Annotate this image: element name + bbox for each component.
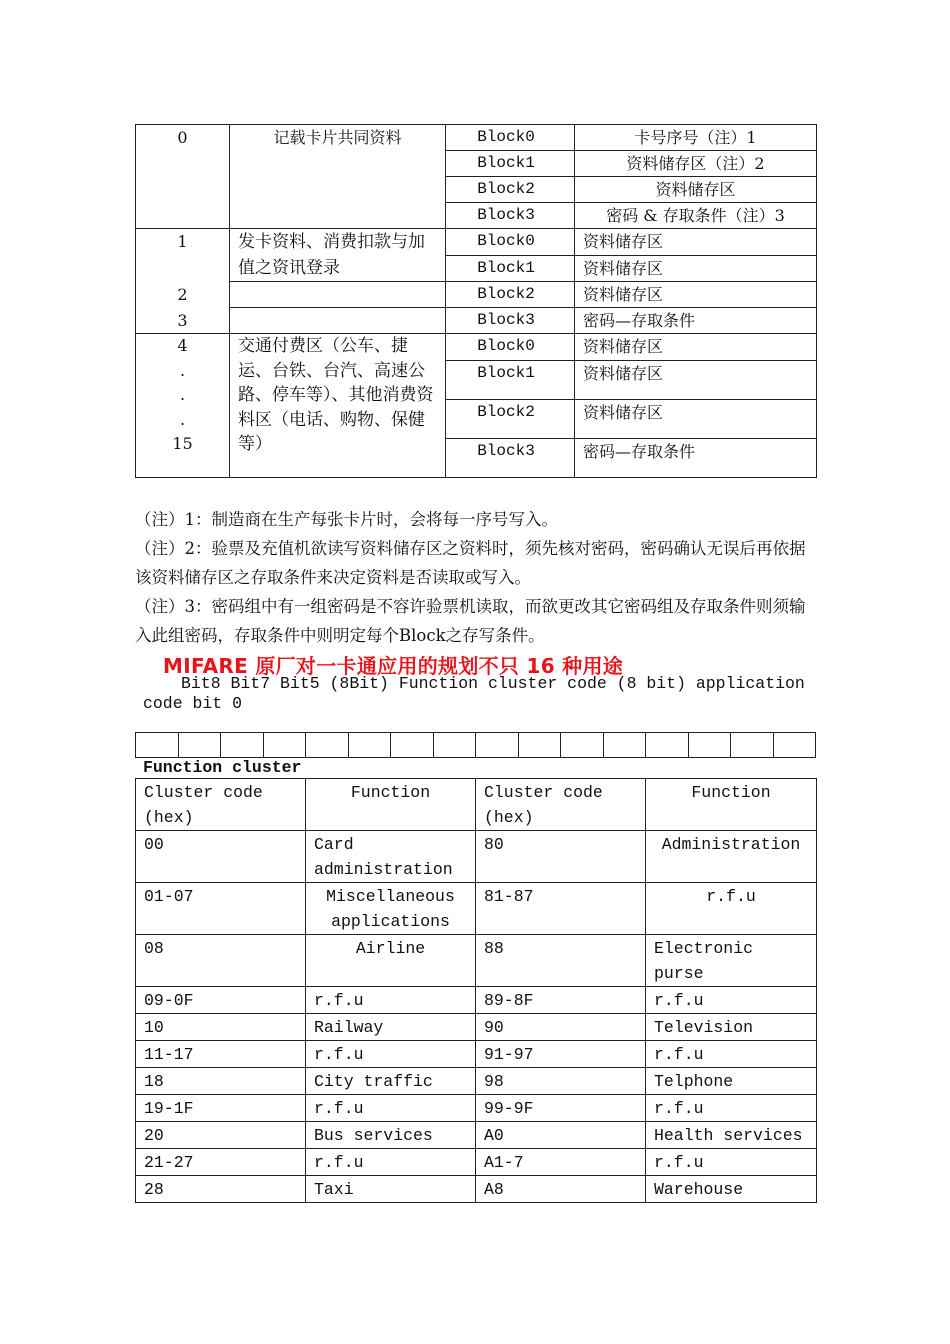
block-label: Block2 bbox=[446, 177, 575, 203]
table-cell: A0 bbox=[476, 1122, 646, 1149]
table-cell: 99-9F bbox=[476, 1095, 646, 1122]
table-cell: r.f.u bbox=[306, 1095, 476, 1122]
bit-cell bbox=[348, 733, 391, 758]
block-content: 资料储存区 bbox=[575, 282, 817, 308]
table-row bbox=[136, 1095, 817, 1122]
table-cell: Administration bbox=[646, 831, 817, 883]
function-cluster-table bbox=[135, 778, 817, 1203]
column-header: Cluster code (hex) bbox=[136, 779, 306, 831]
table-row bbox=[136, 125, 817, 151]
bit-cell bbox=[688, 733, 731, 758]
sector-number-dot: . bbox=[179, 385, 186, 404]
block-content: 卡号序号（注）1 bbox=[575, 125, 817, 151]
bit-cell bbox=[221, 733, 264, 758]
table-cell: City traffic bbox=[306, 1068, 476, 1095]
table-cell: 11-17 bbox=[136, 1041, 306, 1068]
table-cell: 91-97 bbox=[476, 1041, 646, 1068]
sector-number-start: 4 bbox=[177, 336, 188, 355]
bit-cell bbox=[476, 733, 519, 758]
table-cell: 98 bbox=[476, 1068, 646, 1095]
sector-number-dot: . bbox=[179, 360, 186, 380]
table-row bbox=[136, 935, 817, 987]
table-cell: Taxi bbox=[306, 1176, 476, 1203]
bit-cell bbox=[306, 733, 349, 758]
block-content: 资料储存区 bbox=[575, 229, 817, 256]
table-cell: r.f.u bbox=[306, 987, 476, 1014]
table-cell: Television bbox=[646, 1014, 817, 1041]
table-row bbox=[136, 1176, 817, 1203]
block-label: Block3 bbox=[446, 439, 575, 478]
block-label: Block1 bbox=[446, 361, 575, 400]
table-cell: r.f.u bbox=[306, 1149, 476, 1176]
bit-cell bbox=[773, 733, 816, 758]
table-cell: Health services bbox=[646, 1122, 817, 1149]
table-row bbox=[136, 308, 817, 334]
table-row bbox=[136, 282, 817, 308]
table-row bbox=[136, 229, 817, 256]
table-row bbox=[136, 1122, 817, 1149]
block-content: 密码—存取条件 bbox=[575, 439, 817, 478]
table-row bbox=[136, 831, 817, 883]
bit-cell bbox=[603, 733, 646, 758]
table-cell: Telphone bbox=[646, 1068, 817, 1095]
bit-cell bbox=[518, 733, 561, 758]
sector-number-spacer bbox=[136, 255, 230, 282]
table-header-row bbox=[136, 779, 817, 831]
block-label: Block0 bbox=[446, 334, 575, 361]
block-label: Block1 bbox=[446, 151, 575, 177]
block-content: 资料储存区 bbox=[575, 361, 817, 400]
table-cell: 00 bbox=[136, 831, 306, 883]
sector-description: 发卡资料、消费扣款与加值之资讯登录 bbox=[230, 229, 446, 282]
table-cell: r.f.u bbox=[646, 1149, 817, 1176]
sector-description: 交通付费区（公车、捷运、台铁、台汽、高速公路、停车等）、其他消费资料区（电话、购物、保健等） bbox=[230, 334, 446, 478]
table-row bbox=[136, 1014, 817, 1041]
block-content: 资料储存区 bbox=[575, 400, 817, 439]
block-label: Block1 bbox=[446, 255, 575, 282]
table-cell: 80 bbox=[476, 831, 646, 883]
section-heading: MIFARE 原厂对一卡通应用的规划不只 16 种用途 bbox=[163, 654, 624, 678]
sector-number bbox=[136, 334, 230, 478]
table-cell: r.f.u bbox=[646, 1095, 817, 1122]
table-cell: Warehouse bbox=[646, 1176, 817, 1203]
table-cell: 28 bbox=[136, 1176, 306, 1203]
table-cell: Electronic purse bbox=[646, 935, 817, 987]
table-cell: r.f.u bbox=[646, 987, 817, 1014]
note-3: （注）3：密码组中有一组密码是不容许验票机读取，而欲更改其它密码组及存取条件则须输入此组密码，存取条件中则明定每个Block之存写条件。 bbox=[135, 597, 806, 645]
table-cell: A8 bbox=[476, 1176, 646, 1203]
table-row bbox=[136, 1041, 817, 1068]
column-header: Cluster code (hex) bbox=[476, 779, 646, 831]
function-cluster-caption: Function cluster bbox=[143, 758, 302, 777]
sector-number: 0 bbox=[136, 125, 230, 229]
table-cell: A1-7 bbox=[476, 1149, 646, 1176]
table-cell: 20 bbox=[136, 1122, 306, 1149]
table-cell: Card administration bbox=[306, 831, 476, 883]
table-row bbox=[136, 1068, 817, 1095]
block-label: Block3 bbox=[446, 203, 575, 229]
block-content: 资料储存区 bbox=[575, 255, 817, 282]
bit-cell bbox=[731, 733, 774, 758]
table-row bbox=[136, 334, 817, 361]
table-cell: 10 bbox=[136, 1014, 306, 1041]
sector-number: 1 bbox=[136, 229, 230, 256]
sector-number: 2 bbox=[136, 282, 230, 308]
block-label: Block2 bbox=[446, 282, 575, 308]
bit-grid bbox=[135, 732, 816, 758]
table-cell: 18 bbox=[136, 1068, 306, 1095]
sector-table bbox=[135, 124, 817, 478]
table-cell: Miscellaneous applications bbox=[306, 883, 476, 935]
table-cell: 21-27 bbox=[136, 1149, 306, 1176]
table-cell: 89-8F bbox=[476, 987, 646, 1014]
bit-cell bbox=[263, 733, 306, 758]
table-cell: r.f.u bbox=[306, 1041, 476, 1068]
bit-cell bbox=[646, 733, 689, 758]
bit-cell bbox=[136, 733, 179, 758]
sector-description-empty bbox=[230, 308, 446, 334]
table-row bbox=[136, 1149, 817, 1176]
block-content: 资料储存区 bbox=[575, 334, 817, 361]
notes bbox=[135, 505, 815, 650]
table-cell: 90 bbox=[476, 1014, 646, 1041]
bit-cell bbox=[391, 733, 434, 758]
table-cell: r.f.u bbox=[646, 1041, 817, 1068]
table-cell: 81-87 bbox=[476, 883, 646, 935]
table-row bbox=[136, 883, 817, 935]
table-cell: Railway bbox=[306, 1014, 476, 1041]
note-2: （注）2：验票及充值机欲读写资料储存区之资料时，须先核对密码，密码确认无误后再依据该资料储存区之存取条件来决定资料是否读取或写入。 bbox=[135, 539, 806, 587]
sector-description-empty bbox=[230, 282, 446, 308]
note-1: （注）1：制造商在生产每张卡片时，会将每一序号写入。 bbox=[135, 510, 558, 529]
column-header: Function bbox=[646, 779, 817, 831]
block-label: Block3 bbox=[446, 308, 575, 334]
table-cell: 88 bbox=[476, 935, 646, 987]
block-content: 资料储存区 bbox=[575, 177, 817, 203]
sector-description: 记载卡片共同资料 bbox=[230, 125, 446, 229]
bit-description: Bit8 Bit7 Bit5 (8Bit) Function cluster code (8 bit) application code bit 0 bbox=[143, 674, 805, 713]
bit-cell bbox=[433, 733, 476, 758]
bit-cell bbox=[178, 733, 221, 758]
block-content: 密码—存取条件 bbox=[575, 308, 817, 334]
table-cell: Airline bbox=[306, 935, 476, 987]
bit-cell bbox=[561, 733, 604, 758]
block-label: Block2 bbox=[446, 400, 575, 439]
block-label: Block0 bbox=[446, 229, 575, 256]
table-cell: r.f.u bbox=[646, 883, 817, 935]
sector-number-dot: . bbox=[179, 409, 186, 429]
table-row bbox=[136, 987, 817, 1014]
block-label: Block0 bbox=[446, 125, 575, 151]
table-cell: 01-07 bbox=[136, 883, 306, 935]
column-header: Function bbox=[306, 779, 476, 831]
sector-number: 3 bbox=[136, 308, 230, 334]
table-cell: Bus services bbox=[306, 1122, 476, 1149]
table-cell: 09-0F bbox=[136, 987, 306, 1014]
block-content: 密码 & 存取条件（注）3 bbox=[575, 203, 817, 229]
bit-grid-row bbox=[136, 733, 816, 758]
block-content: 资料储存区（注）2 bbox=[575, 151, 817, 177]
table-cell: 08 bbox=[136, 935, 306, 987]
table-cell: 19-1F bbox=[136, 1095, 306, 1122]
sector-number-end: 15 bbox=[172, 434, 193, 453]
